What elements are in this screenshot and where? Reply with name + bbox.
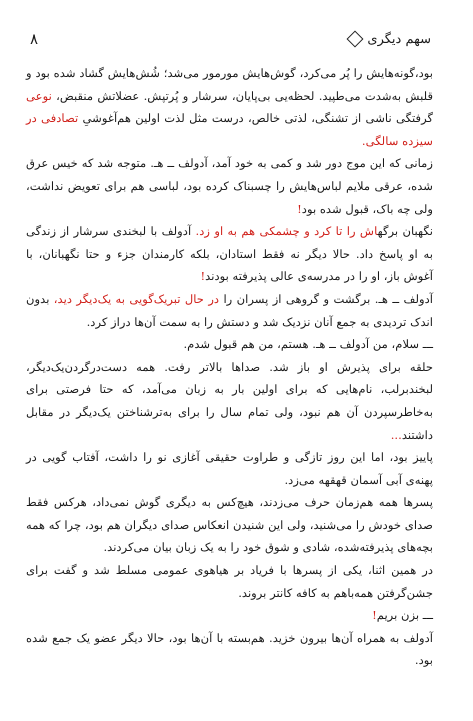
highlighted-text: ! — [297, 201, 302, 216]
text-segment: زمانی که این موج دور شد و کمی به خود آمد، آدولف ــ هـ. متوجه شد که خیس عرق شده، عرقی ملایم لباس‌هایش را چسبناک کرده بود، لباسی هم برای تعویض نداشت، ولی چه باک، قبول شده بود — [26, 156, 433, 216]
paragraph — [26, 491, 433, 559]
text-segment: ـــ سلام، من آدولف ــ هـ. هستم، من هم قبول شدم. — [183, 337, 433, 352]
paragraph — [26, 627, 433, 672]
text-segment: بود،گونه‌هایش را پُر می‌کرد، گوش‌هایش مورمور می‌شد؛ شُش‌هایش گشاد شده بود و قلبش به‌شدت می‌طپید. لحظه‌یی بی‌پایان، سرشار و پُرتپش. عضلاتش منقبض، — [26, 66, 433, 103]
highlighted-text: تصادفی در سیزده سالگی. — [26, 111, 433, 148]
paragraph — [26, 604, 433, 627]
text-segment: پاییز بود، اما این روز تازگی و طراوت حقیقی آغازی نو را داشت، آفتاب گویی در پهنه‌ی آبی آسمان قهقهه می‌زد. — [26, 450, 433, 487]
text-segment: آدولف با لبخندی سرشار از زندگی به او پاسخ داد. حالا دیگر نه فقط استادان، بلکه کارمندان جزء و حتا نگهبانان، با آغوش باز، او را در مدرسه‌ی عالی پذیرفته بودند — [26, 224, 433, 284]
text-segment: پسرها همه هم‌زمان حرف می‌زدند، هیچ‌کس به دیگری گوش نمی‌داد، هرکس فقط صدای خودش را می‌شنید، ولی این شنیدن انعکاس صدای دیگران هم بود، چرا که همه بچه‌های پذیرفته‌شده، شادی و شوق خود را به یک زبان بیان می‌کردند. — [26, 495, 433, 555]
highlighted-text: نوعی — [26, 88, 52, 103]
page-number: ۸ — [30, 30, 39, 48]
page-header — [30, 28, 431, 50]
running-title-text: سهم دیگری — [367, 31, 431, 47]
paragraph — [26, 152, 433, 220]
text-segment: گرفتگی ناشی از تشنگی، لذتی خالص، درست مثل لذت اولین هم‌آغوشیِ — [78, 111, 433, 126]
paragraph — [26, 333, 433, 356]
text-segment: آدولف به همراه آن‌ها بیرون خزید. هم‌بسته با آن‌ها بود، حالا دیگر عضو یک جمع شده بود. — [26, 630, 433, 668]
paragraph — [26, 446, 433, 491]
text-segment: نگهبان برگه — [377, 224, 433, 239]
paragraph — [26, 356, 433, 446]
diamond-icon — [347, 31, 364, 48]
highlighted-text: ! — [372, 608, 377, 623]
text-segment: آدولف ــ هـ. برگشت و گروهی از پسران را — [219, 291, 433, 306]
highlighted-text: ... — [390, 427, 402, 442]
highlighted-text: ! — [200, 269, 206, 284]
text-segment: در همین اثنا، یکی از پسرها با فریاد بر هیاهوی عمومی مسلط شد و گفت برای جشن‌گرفتن همه‌باهم به کافه کانتر بروند. — [26, 563, 433, 600]
running-title — [349, 32, 431, 47]
paragraph — [26, 62, 433, 152]
highlighted-text: در حال تبریک‌گویی به یک‌دیگر دید، — [53, 291, 220, 306]
text-segment: ـــ بزن بریم — [376, 608, 433, 623]
paragraph — [26, 220, 433, 288]
text-segment: حلقه برای پذیرش او باز شد. صداها بالاتر رفت. همه دست‌درگردن‌یک‌دیگر، لبخندبرلب، نام‌هایی که برای اولین بار به زبان می‌آمد، که حتا فرصتی برای به‌خاطرسپردن آن هم نبود، ولی تمام سال را برای به‌ترشناختن یک‌دیگر در مقابل داشتند — [26, 359, 433, 442]
text-segment: بدون اندک تردیدی به جمع آنان نزدیک شد و دستش را به سمت آن‌ها دراز کرد. — [26, 291, 433, 329]
highlighted-text: اش را تا کرد و چشمکی هم به او زد. — [195, 224, 378, 239]
paragraph — [26, 288, 433, 333]
paragraph — [26, 559, 433, 604]
body-text — [26, 62, 433, 672]
